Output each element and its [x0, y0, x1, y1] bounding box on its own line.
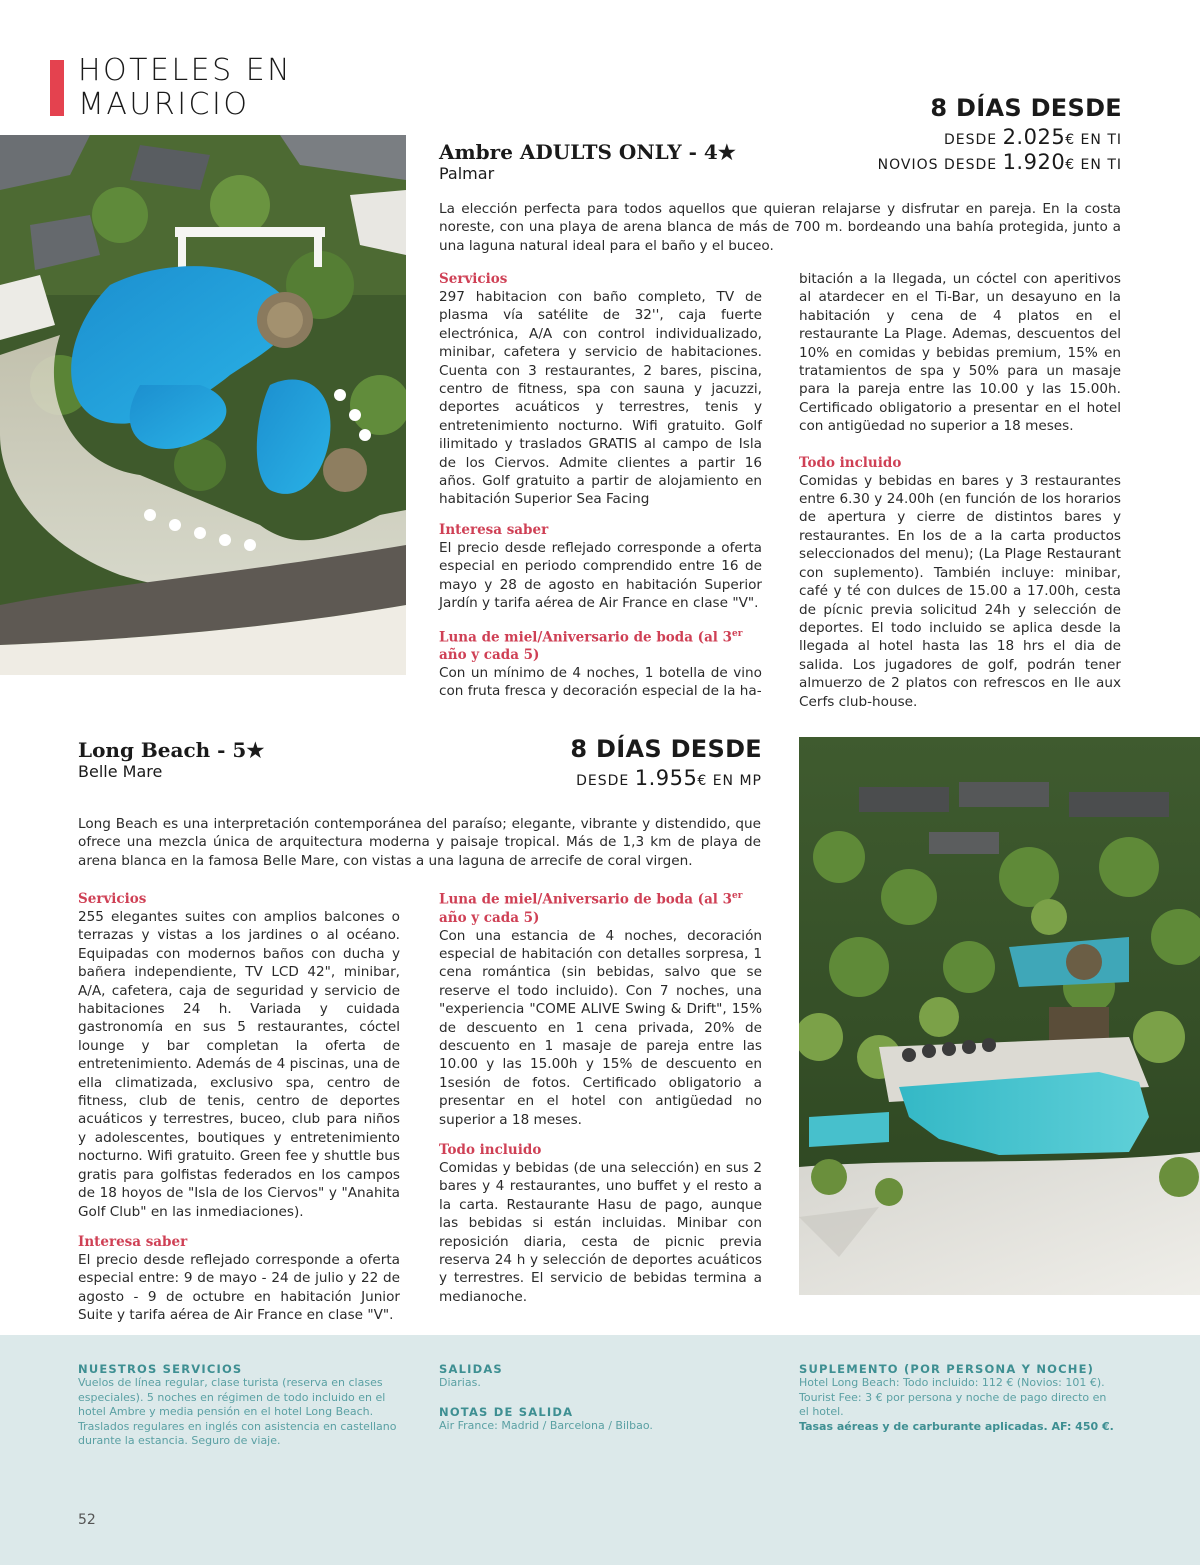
footer-suplemento-line2: Tourist Fee: 3 € por persona y noche de pago directo en el hotel.: [799, 1390, 1107, 1418]
longbeach-servicios-heading: Servicios: [78, 891, 147, 907]
footer-servicios-heading: NUESTROS SERVICIOS: [78, 1362, 243, 1376]
longbeach-interesa-text: El precio desde reflejado corresponde a oferta especial entre: 9 de mayo - 24 de julio y 22 de agosto - 9 de octubre en habitación Junior Suite y tarifa aérea de Air France en clase "V".: [78, 1251, 400, 1324]
longbeach-hotel-location: Belle Mare: [78, 762, 163, 781]
page-title-line1: HOTELES EN: [78, 53, 293, 88]
longbeach-hotel-header: [78, 738, 264, 781]
longbeach-todo-heading: Todo incluido: [439, 1141, 542, 1158]
longbeach-price-block: [570, 735, 762, 790]
ambre-luna-text-cont: bitación a la llegada, un cóctel con aperitivos al atardecer en el Ti-Bar, un desayuno en la habitación y cena de 4 platos en el restaurante La Plage. Ademas, descuentos del 10% en comidas y bebidas premium, 15% en tratamientos de spa y 50% para un masaje para la pareja entre las 10.00 y las 15.00h. Certificado obligatorio a presentar en el hotel con antigüedad no superior a 18 meses.: [799, 271, 1121, 435]
title-accent-bar: [50, 60, 64, 116]
ambre-price-value: 2.025: [1002, 125, 1066, 149]
ambre-todo-heading: Todo incluido: [799, 454, 902, 471]
ambre-column-1: [439, 270, 762, 701]
ambre-luna-heading: Luna de miel/Aniversario de boda (al 3er año y cada 5): [439, 628, 743, 663]
ambre-hotel-location: Palmar: [439, 164, 495, 183]
footer-suplemento-line1: Hotel Long Beach: Todo incluido: 112 € (Novios: 101 €).: [799, 1376, 1105, 1389]
ambre-servicios-text: 297 habitacion con baño completo, TV de plasma vía satélite de 32'', caja fuerte electrónica, A/A con control individualizado, minibar, cafetera y servicio de habitaciones. Cuenta con 3 restaurantes, 2 bares, piscina, centro de fitness, spa con sauna y jacuzzi, deportes acuáticos y terrestres, tenis y entretenimiento nocturno. Wifi gratuito. Golf ilimitado y traslados GRATIS al campo de Isla de los Ciervos. Admite clientes a partir 16 años. Golf gratuito a partir de alojamiento en habitación Superior Sea Facing: [439, 289, 762, 508]
footer-salidas-text: Diarias.: [439, 1376, 481, 1389]
longbeach-interesa-heading: Interesa saber: [78, 1233, 188, 1250]
ambre-hotel-header: [439, 140, 736, 183]
longbeach-column-1: [78, 890, 400, 1325]
longbeach-hotel-name: Long Beach - 5★: [78, 738, 265, 762]
page-title: [78, 54, 292, 122]
ambre-luna-text-start: Con un mínimo de 4 noches, 1 botella de vino con fruta fresca y decoración especial de la ha-: [439, 665, 762, 700]
page-title-line2: MAURICIO: [78, 87, 250, 122]
longbeach-resort-photo: [799, 737, 1200, 1295]
footer-notas-heading: NOTAS DE SALIDA: [439, 1404, 574, 1419]
ambre-todo-text: Comidas y bebidas en bares y 3 restaurantes entre 6.30 y 24.00h (en función de los horarios de apertura y cierre de distintos bares y restaurantes. En los de a la carta productos seleccionados del menu); (La Plage Restaurant con suplemento). También incluye: minibar, café y té con dulces de 15.00 a 17.00h, cesta de pícnic previa solicitud 24h y selección de deportes. El todo incluido se aplica desde la llegada al hotel hasta las 18 hrs el dia de salida. Los jugadores de golf, podrán tener almuerzo de 2 platos con refrescos en Ile aux Cerfs club-house.: [799, 472, 1121, 710]
page-number: 52: [78, 1512, 96, 1528]
footer-suplemento: [799, 1362, 1119, 1434]
longbeach-days-label: 8 DÍAS DESDE: [570, 735, 762, 763]
ambre-intro: La elección perfecta para todos aquellos que quieran relajarse y disfrutar en pareja. En la costa noreste, con una playa de arena blanca de más de 700 m. bordeando una bahía protegida, junto a una laguna natural ideal para el baño y el buceo.: [439, 201, 1121, 254]
longbeach-intro: Long Beach es una interpretación contemporánea del paraíso; elegante, vibrante y distendido, que ofrece una mezcla única de arquitectura moderna y paisaje tropical. Más de 1,3 km de playa de arena blanca en la famosa Belle Mare, con vistas a una laguna de arrecife de coral virgen.: [78, 816, 761, 869]
ambre-novios-price-value: 1.920: [1002, 150, 1066, 174]
ambre-column-2: [799, 270, 1121, 711]
footer-servicios-text: Vuelos de línea regular, clase turista (reserva en clases especiales). 5 noches en régimen de todo incluido en el hotel Ambre y media pensión en el hotel Long Beach. Traslados regulares en inglés con asistencia en castellano durante la estancia. Seguro de viaje.: [78, 1376, 397, 1447]
ambre-price-block: [878, 94, 1122, 174]
longbeach-servicios-text: 255 elegantes suites con amplios balcones o terrazas y vistas a los jardines o al océano. Equipadas con modernos baños con ducha y bañera independiente, TV LCD 42", minibar, A/A, cafetera, caja de seguridad y servicio de habitaciones 24 h. Variada y cuidada gastronomía en sus 5 restaurantes, cóctel lounge y bar completan la oferta de entretenimiento. Además de 4 piscinas, una de ella climatizada, exclusivo spa, centro de fitness, club de tenis, centro de deportes acuáticos y terrestres, buceo, club para niños y adolescentes, boutiques y entretenimiento nocturno. Wifi gratuito. Green fee y shuttle bus gratis para golfistas federados en los campos de 18 hoyos de "Isla de los Ciervos" y "Anahita Golf Club" en las inmediaciones).: [78, 909, 400, 1220]
longbeach-luna-text: Con una estancia de 4 noches, decoración especial de habitación con detalles sorpresa, 1 cena romántica (sin bebidas, salvo que se reserve el todo incluido). Con 7 noches, una "experiencia "COME ALIVE Swing & Drift", 15% de descuento en 1 cena privada, 20% de descuento en 1 masaje de pareja entre las 10.00 y las 15.00h y 15% de descuento en 1sesión de fotos. Certificado obligatorio a presentar en el hotel con antigüedad no superior a 18 meses.: [439, 927, 762, 1128]
ambre-price-from: DESDE 2.025€ EN TI: [943, 125, 1122, 149]
longbeach-price-value: 1.955: [634, 766, 698, 790]
footer-notas-text: Air France: Madrid / Barcelona / Bilbao.: [439, 1418, 653, 1432]
ambre-price-novios: NOVIOS DESDE 1.920€ EN TI: [877, 150, 1122, 174]
footer-servicios: [78, 1362, 403, 1449]
longbeach-todo-text: Comidas y bebidas (de una selección) en sus 2 bares y 4 restaurantes, uno buffet y el resto a la carta. Restaurante Hasu de pago, aunque las bebidas si están incluidas. Minibar con reposición diaria, cesta de picnic previa reserva 24 h y selección de deportes acuáticos y terrestres. El servicio de bebidas termina a medianoche.: [439, 1159, 762, 1305]
footer-tasas: Tasas aéreas y de carburante aplicadas. AF: 450 €.: [799, 1419, 1114, 1433]
footer-salidas: [439, 1362, 759, 1433]
longbeach-column-2: [439, 887, 762, 1306]
longbeach-luna-heading: Luna de miel/Aniversario de boda (al 3er año y cada 5): [439, 891, 743, 926]
ambre-hotel-name: Ambre ADULTS ONLY - 4★: [439, 140, 736, 164]
footer-suplemento-heading: SUPLEMENTO (POR PERSONA Y NOCHE): [799, 1362, 1095, 1376]
longbeach-price-from: DESDE 1.955€ EN MP: [576, 766, 762, 790]
ambre-resort-photo: [0, 135, 406, 675]
ambre-servicios-heading: Servicios: [439, 271, 508, 287]
ambre-days-label: 8 DÍAS DESDE: [930, 94, 1122, 122]
footer-salidas-heading: SALIDAS: [439, 1362, 503, 1376]
ambre-interesa-text: El precio desde reflejado corresponde a oferta especial en periodo comprendido entre 16 de mayo y 28 de agosto en habitación Superior Jardín y tarifa aérea de Air France en clase "V".: [439, 539, 762, 612]
ambre-interesa-heading: Interesa saber: [439, 521, 549, 538]
